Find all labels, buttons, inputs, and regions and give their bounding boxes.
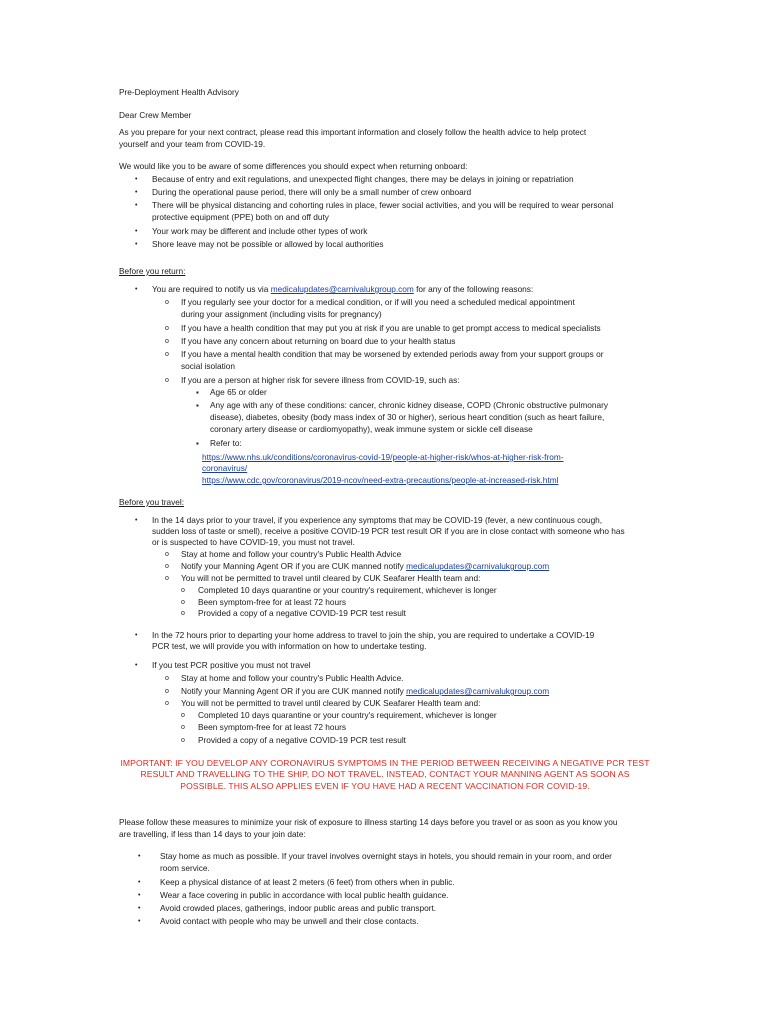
bullet-circle: o xyxy=(181,724,185,731)
notify-text: Notify your Manning Agent OR if you are CUK manned notify xyxy=(181,686,407,696)
bullet-circle: o xyxy=(165,351,169,358)
warning-line: RESULT AND TRAVELLING TO THE SHIP, DO NOT TRAVEL. INSTEAD, CONTACT YOUR MANNING AGENT AS SOON AS xyxy=(140,769,630,780)
sub-list-item: If you regularly see your doctor for a medical condition, or if will you need a scheduled medical appointment xyxy=(181,297,575,307)
section-heading-before-travel: Before you travel: xyxy=(119,497,185,507)
bullet-circle: o xyxy=(165,377,169,384)
measure-item: Stay home as much as possible. If your travel involves overnight stays in hotels, you should remain in your room, and order xyxy=(160,851,612,861)
notify-text: for any of the following reasons: xyxy=(413,284,534,294)
bullet-dot: • xyxy=(135,241,138,248)
paragraph-line: PCR test, we will provide you with information on how to undertake testing. xyxy=(152,641,427,651)
risk-item: Refer to: xyxy=(210,438,242,448)
bullet-dot: • xyxy=(135,286,138,293)
warning-line: POSSIBLE. THIS ALSO APPLIES EVEN IF YOU HAVE HAD A RECENT VACCINATION FOR COVID-19. xyxy=(180,780,590,791)
bullet-dot: • xyxy=(138,905,141,912)
risk-item: Any age with any of these conditions: cancer, chronic kidney disease, COPD (Chronic obstructive pulmonary xyxy=(210,400,608,410)
bullet-dot: • xyxy=(135,228,138,235)
expect-heading: We would like you to be aware of some differences you should expect when returning onboard: xyxy=(119,161,468,171)
paragraph-line: or is suspected to have COVID-19, you must not travel. xyxy=(152,537,355,547)
sub-list-item: If you have any concern about returning on board due to your health status xyxy=(181,336,456,346)
measure-item: Wear a face covering in public in accordance with local public health guidance. xyxy=(160,890,449,900)
intro-line: As you prepare for your next contract, please read this important information and closely follow the health advice to help protect xyxy=(119,127,587,137)
list-item-continuation: protective equipment (PPE) both on and off duty xyxy=(152,212,329,222)
bullet-dot: • xyxy=(138,853,141,860)
risk-item-continuation: coronary artery disease or cardiomyopathy), weak immune system or sickle cell disease xyxy=(210,424,533,434)
bullet-circle: o xyxy=(181,587,185,594)
paragraph-line: In the 14 days prior to your travel, if you experience any symptoms that may be COVID-19 (fever, a new continuous cough, xyxy=(152,515,603,525)
sub-list-item xyxy=(181,686,549,697)
sub-sub-list-item: Been symptom-free for at least 72 hours xyxy=(198,597,347,607)
bullet-square: ▪ xyxy=(196,388,199,397)
document-title: Pre-Deployment Health Advisory xyxy=(119,87,239,97)
sub-list-item xyxy=(181,561,549,572)
paragraph-line: sudden loss of taste or smell), receive a positive COVID-19 PCR test result OR if you are in close contact with someone who has xyxy=(152,526,625,536)
notify-text: You are required to notify us via xyxy=(152,284,271,294)
bullet-circle: o xyxy=(165,700,169,707)
bullet-circle: o xyxy=(181,737,185,744)
bullet-dot: • xyxy=(138,879,141,886)
warning-line: IMPORTANT: IF YOU DEVELOP ANY CORONAVIRUS SYMPTOMS IN THE PERIOD BETWEEN RECEIVING A NEGATIVE PCR TEST xyxy=(120,758,650,768)
sub-sub-list-item: Provided a copy of a negative COVID-19 PCR test result xyxy=(198,608,406,618)
bullet-dot: • xyxy=(138,918,141,925)
list-item: Because of entry and exit regulations, and unexpected flight changes, there may be delays in joining or repatriation xyxy=(152,174,574,184)
sub-list-item: If you are a person at higher risk for severe illness from COVID-19, such as: xyxy=(181,375,460,385)
email-link[interactable]: medicalupdates@carnivalukgroup.com xyxy=(406,561,550,571)
greeting: Dear Crew Member xyxy=(119,110,192,120)
bullet-dot: • xyxy=(135,662,138,669)
sub-sub-list-item: Provided a copy of a negative COVID-19 PCR test result xyxy=(198,735,406,745)
list-item: Your work may be different and include other types of work xyxy=(152,226,368,236)
measures-intro-line: are travelling, if less than 14 days to your join date: xyxy=(119,829,306,839)
sub-sub-list-item: Completed 10 days quarantine or your country's requirement, whichever is longer xyxy=(198,710,497,720)
bullet-circle: o xyxy=(165,688,169,695)
list-item: Shore leave may not be possible or allowed by local authorities xyxy=(152,239,384,249)
bullet-square: ▪ xyxy=(196,439,199,448)
bullet-dot: • xyxy=(135,632,138,639)
bullet-circle: o xyxy=(165,338,169,345)
sub-list-item: If you have a mental health condition that may be worsened by extended periods away from your support groups or xyxy=(181,349,604,359)
bullet-dot: • xyxy=(138,892,141,899)
bullet-circle: o xyxy=(181,712,185,719)
bullet-circle: o xyxy=(181,599,185,606)
measure-item-continuation: room service. xyxy=(160,863,210,873)
section-heading-before-return: Before you return: xyxy=(119,266,186,276)
bullet-dot: • xyxy=(135,189,138,196)
bullet-circle: o xyxy=(165,551,169,558)
measures-intro-line: Please follow these measures to minimize your risk of exposure to illness starting 14 days before you travel or as soon as you know you xyxy=(119,817,618,827)
nhs-link-continuation[interactable]: coronavirus/ xyxy=(202,463,248,473)
notify-line xyxy=(152,284,533,295)
sub-list-item-continuation: social isolation xyxy=(181,361,235,371)
bullet-square: ▪ xyxy=(196,401,199,410)
risk-item-continuation: disease), diabetes, obesity (body mass index of 30 or higher), serious heart condition (such as heart failure, xyxy=(210,412,605,422)
intro-line: yourself and your team from COVID-19. xyxy=(119,139,266,149)
bullet-circle: o xyxy=(165,299,169,306)
sub-sub-list-item: Been symptom-free for at least 72 hours xyxy=(198,722,347,732)
bullet-circle: o xyxy=(165,575,169,582)
sub-sub-list-item: Completed 10 days quarantine or your country's requirement, whichever is longer xyxy=(198,585,497,595)
bullet-circle: o xyxy=(165,325,169,332)
sub-list-item: You will not be permitted to travel until cleared by CUK Seafarer Health team and: xyxy=(181,698,481,708)
bullet-dot: • xyxy=(135,176,138,183)
notify-text: Notify your Manning Agent OR if you are CUK manned notify xyxy=(181,561,407,571)
bullet-dot: • xyxy=(135,517,138,524)
measure-item: Avoid contact with people who may be unwell and their close contacts. xyxy=(160,916,419,926)
measure-item: Keep a physical distance of at least 2 meters (6 feet) from others when in public. xyxy=(160,877,455,887)
bullet-circle: o xyxy=(165,675,169,682)
list-item: During the operational pause period, there will only be a small number of crew onboard xyxy=(152,187,472,197)
sub-list-item: You will not be permitted to travel until cleared by CUK Seafarer Health team and: xyxy=(181,573,481,583)
nhs-link[interactable]: https://www.nhs.uk/conditions/coronavirus-covid-19/people-at-higher-risk/whos-at-higher-risk-from- xyxy=(202,452,564,462)
sub-list-item: If you have a health condition that may put you at risk if you are unable to get prompt access to medical specialists xyxy=(181,323,601,333)
risk-item: Age 65 or older xyxy=(210,387,267,397)
measure-item: Avoid crowded places, gatherings, indoor public areas and public transport. xyxy=(160,903,437,913)
paragraph-line: If you test PCR positive you must not travel xyxy=(152,660,311,670)
important-warning xyxy=(115,758,655,792)
email-link[interactable]: medicalupdates@carnivalukgroup.com xyxy=(270,284,414,294)
list-item: There will be physical distancing and cohorting rules in place, fewer social activities, and you will be required to wear personal xyxy=(152,200,614,210)
email-link[interactable]: medicalupdates@carnivalukgroup.com xyxy=(406,686,550,696)
sub-list-item-continuation: during your assignment (including visits for pregnancy) xyxy=(181,309,382,319)
sub-list-item: Stay at home and follow your country's Public Health Advice xyxy=(181,549,402,559)
bullet-dot: • xyxy=(135,202,138,209)
bullet-circle: o xyxy=(181,610,185,617)
cdc-link[interactable]: https://www.cdc.gov/coronavirus/2019-ncov/need-extra-precautions/people-at-increased-risk.html xyxy=(202,475,559,485)
sub-list-item: Stay at home and follow your country's Public Health Advice. xyxy=(181,673,404,683)
bullet-circle: o xyxy=(165,563,169,570)
paragraph-line: In the 72 hours prior to departing your home address to travel to join the ship, you are required to undertake a COVID-19 xyxy=(152,630,595,640)
